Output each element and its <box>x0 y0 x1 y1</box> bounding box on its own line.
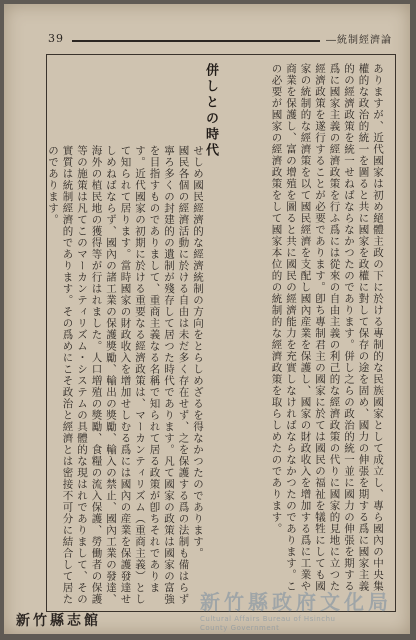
book-page <box>4 4 410 634</box>
library-stamp: 新竹縣志館 <box>16 613 101 629</box>
body-column-left: せしめ國民經濟的な經濟統制の方向をとらしめざるを得なかつたのであります。 國民各個の經濟活動に於ける自由は未だ多く存在せず、之を保護する爲の法制も備はらず寧ろ多くの封建的の遺制が殘存して居つた時代であります。凡て國家の政策は國家の富強を目指すものでありまして、重商主義なる名稱で知られて居る政策が卽ちそれであります。近代國家の初期に於ける重要なる經濟政策は、マーカンティリズム（重商主義）として知られて居ります。當時國家の財政收入を增加せしむる爲には國內の産業を保護發達せしめねばならず、國內の諸工業の保護獎勵、輸出の獎勵、輸入の禁止、國內工業の發達、海外の植民地の獲得等が行はれました。人口増殖の獎勵、食糧の流入保護、勞働者の保護等の施策は凡てこのマーカンティリズム・システムの具體的な現はれでありまして、その實質は統制經濟的であります。その爲めにこそ政治と經濟とは密接不可分に結合して居たのであります。 <box>47 145 204 605</box>
text-frame <box>46 54 396 612</box>
page-header <box>48 32 392 52</box>
watermark-subtitle-2: County Government <box>200 624 280 632</box>
running-title: ―統制經濟論 <box>320 31 392 46</box>
watermark-subtitle-1: Cultural Affairs Bureau of Hsinchu <box>200 615 336 623</box>
page-number: 39 <box>48 32 64 45</box>
watermark <box>200 586 410 636</box>
section-title: 併しとの時代 <box>203 63 218 159</box>
body-column-right: ありますが、近代國家は初め絕體主政の下に於ける專制的な民族國家として成立し、專ら國內の中央集權的な政治的統一を圖ると共に國家を政權に對して保存の途を固め、國力の伸張を期する爲に國家主義的の經濟政策を統一せねばならなかつたのであります。併し之らの政治的統一並に國力の伸張を期する爲に國家主義の經濟政策を行ふ爲には從來の自由主義の利己的な經濟政策の代りに國家的見地に立つた經濟政策を遂行することが必要であります。卽ち專制君主の國家に於ては國民の福祉を犠牲にしても國家の統制的な經濟策を以て國民經濟を支配し國內産業を保護し、國家の財政收入を增加する爲に工業や商業を保護し、富の增殖を圖ると共に國民の經濟能力を充實しなければならなかつたのであります。この必要が國家の經濟政策をして國家本位的の統制的な經濟政策を取らしめたのであります。 <box>270 63 384 592</box>
watermark-title: 新竹縣政府文化局 <box>200 590 392 614</box>
